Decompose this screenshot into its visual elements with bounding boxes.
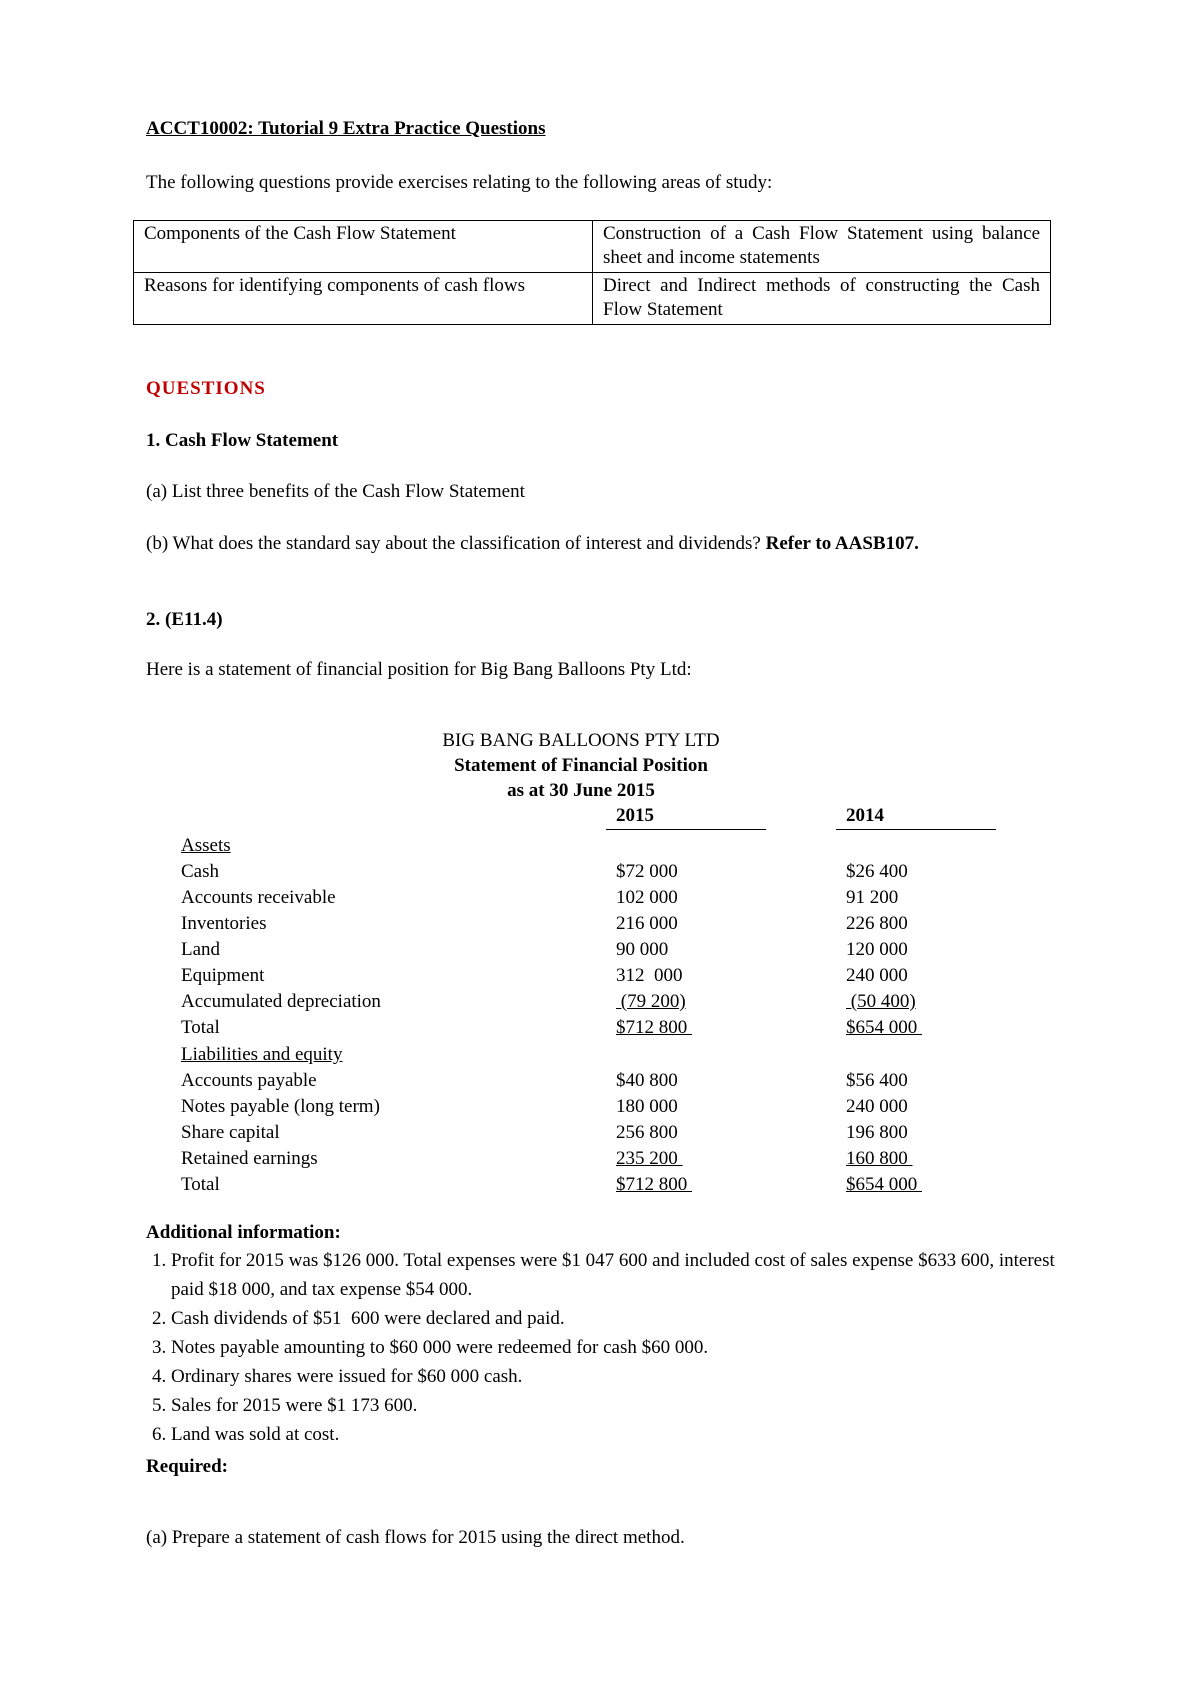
table-cell: Construction of a Cash Flow Statement using balance sheet and income statements xyxy=(593,221,1051,273)
row-label: Cash xyxy=(181,861,219,882)
value-2015: $712 800 xyxy=(616,1174,692,1195)
value-2014: 120 000 xyxy=(846,939,908,960)
year-label: 2015 xyxy=(616,805,654,826)
list-item-text: Sales for 2015 were $1 173 600. xyxy=(171,1395,418,1416)
statement-row xyxy=(0,912,1200,938)
statement-row-total xyxy=(0,1173,1200,1199)
value-2015: $72 000 xyxy=(616,861,678,882)
statement-row-total xyxy=(0,1016,1200,1042)
statement-row xyxy=(0,886,1200,912)
row-label: Accumulated depreciation xyxy=(181,991,381,1012)
required-part-a: (a) Prepare a statement of cash flows for 2015 using the direct method. xyxy=(146,1527,685,1548)
value-2014: 240 000 xyxy=(846,965,908,986)
document-title: ACCT10002: Tutorial 9 Extra Practice Questions xyxy=(146,118,546,139)
row-label: Share capital xyxy=(181,1122,280,1143)
q1-part-a: (a) List three benefits of the Cash Flow Statement xyxy=(146,481,525,502)
questions-heading: QUESTIONS xyxy=(146,378,266,399)
value-2015: 90 000 xyxy=(616,939,669,960)
statement-name: Statement of Financial Position xyxy=(454,755,708,776)
additional-info-heading: Additional information: xyxy=(146,1222,341,1243)
value-2014: $26 400 xyxy=(846,861,908,882)
year-label: 2014 xyxy=(846,805,884,826)
row-label: Inventories xyxy=(181,913,267,934)
additional-info-list xyxy=(145,1246,1091,1449)
value-2015: 180 000 xyxy=(616,1096,678,1117)
list-item xyxy=(171,1391,1091,1420)
value-2015: 312 000 xyxy=(616,965,683,986)
list-item-text: Land was sold at cost. xyxy=(171,1424,340,1445)
value-2015: $712 800 xyxy=(616,1017,692,1038)
row-label: Notes payable (long term) xyxy=(181,1096,380,1117)
statement-row xyxy=(0,964,1200,990)
assets-heading: Assets xyxy=(181,835,231,856)
statement-company: BIG BANG BALLOONS PTY LTD xyxy=(442,730,720,751)
list-item-text: Ordinary shares were issued for $60 000 cash. xyxy=(171,1366,523,1387)
value-2014: $56 400 xyxy=(846,1070,908,1091)
value-2015: (79 200) xyxy=(616,991,686,1012)
value-2015: $40 800 xyxy=(616,1070,678,1091)
value-2014: 160 800 xyxy=(846,1148,913,1169)
q2-title: 2. (E11.4) xyxy=(146,609,223,630)
value-2014: $654 000 xyxy=(846,1174,922,1195)
value-2014: 196 800 xyxy=(846,1122,908,1143)
column-header-2014 xyxy=(836,804,996,830)
value-2014: (50 400) xyxy=(846,991,916,1012)
row-label: Total xyxy=(181,1017,220,1038)
list-item-text: Profit for 2015 was $126 000. Total expenses were $1 047 600 and included cost of sales expense $633 600, interest paid $18 000, and tax expense $54 000. xyxy=(171,1250,1055,1300)
statement-row xyxy=(0,990,1200,1016)
list-item xyxy=(171,1304,1091,1333)
statement-row xyxy=(0,1069,1200,1095)
statement-date: as at 30 June 2015 xyxy=(507,780,655,801)
table-cell: Reasons for identifying components of cash flows xyxy=(134,273,593,325)
row-label: Total xyxy=(181,1174,220,1195)
value-2015: 102 000 xyxy=(616,887,678,908)
q1-part-b xyxy=(146,532,919,556)
q1-part-b-text: (b) What does the standard say about the classification of interest and dividends? xyxy=(146,533,766,554)
table-row xyxy=(134,221,1051,273)
row-label: Equipment xyxy=(181,965,265,986)
table-cell: Direct and Indirect methods of constructing the Cash Flow Statement xyxy=(593,273,1051,325)
value-2015: 256 800 xyxy=(616,1122,678,1143)
required-heading: Required: xyxy=(146,1456,228,1477)
q2-intro: Here is a statement of financial position for Big Bang Balloons Pty Ltd: xyxy=(146,659,692,680)
study-areas-table xyxy=(133,220,1051,325)
statement-row xyxy=(0,860,1200,886)
value-2015: 235 200 xyxy=(616,1148,683,1169)
list-item xyxy=(171,1246,1091,1304)
row-label: Accounts payable xyxy=(181,1070,317,1091)
statement-row xyxy=(0,1095,1200,1121)
list-item xyxy=(171,1362,1091,1391)
liabilities-heading: Liabilities and equity xyxy=(181,1044,343,1065)
value-2014: $654 000 xyxy=(846,1017,922,1038)
statement-row xyxy=(0,1121,1200,1147)
value-2014: 226 800 xyxy=(846,913,908,934)
q1-part-b-reference: Refer to AASB107. xyxy=(765,533,919,554)
statement-row xyxy=(0,938,1200,964)
value-2015: 216 000 xyxy=(616,913,678,934)
intro-text: The following questions provide exercises relating to the following areas of study: xyxy=(146,172,773,193)
q1-title: 1. Cash Flow Statement xyxy=(146,430,339,451)
list-item xyxy=(171,1420,1091,1449)
statement-row xyxy=(0,1147,1200,1173)
table-cell: Components of the Cash Flow Statement xyxy=(134,221,593,273)
column-header-2015 xyxy=(606,804,766,830)
row-label: Accounts receivable xyxy=(181,887,336,908)
value-2014: 91 200 xyxy=(846,887,899,908)
value-2014: 240 000 xyxy=(846,1096,908,1117)
list-item-text: Cash dividends of $51 600 were declared and paid. xyxy=(171,1308,565,1329)
row-label: Retained earnings xyxy=(181,1148,318,1169)
list-item-text: Notes payable amounting to $60 000 were redeemed for cash $60 000. xyxy=(171,1337,709,1358)
row-label: Land xyxy=(181,939,221,960)
table-row xyxy=(134,273,1051,325)
list-item xyxy=(171,1333,1091,1362)
